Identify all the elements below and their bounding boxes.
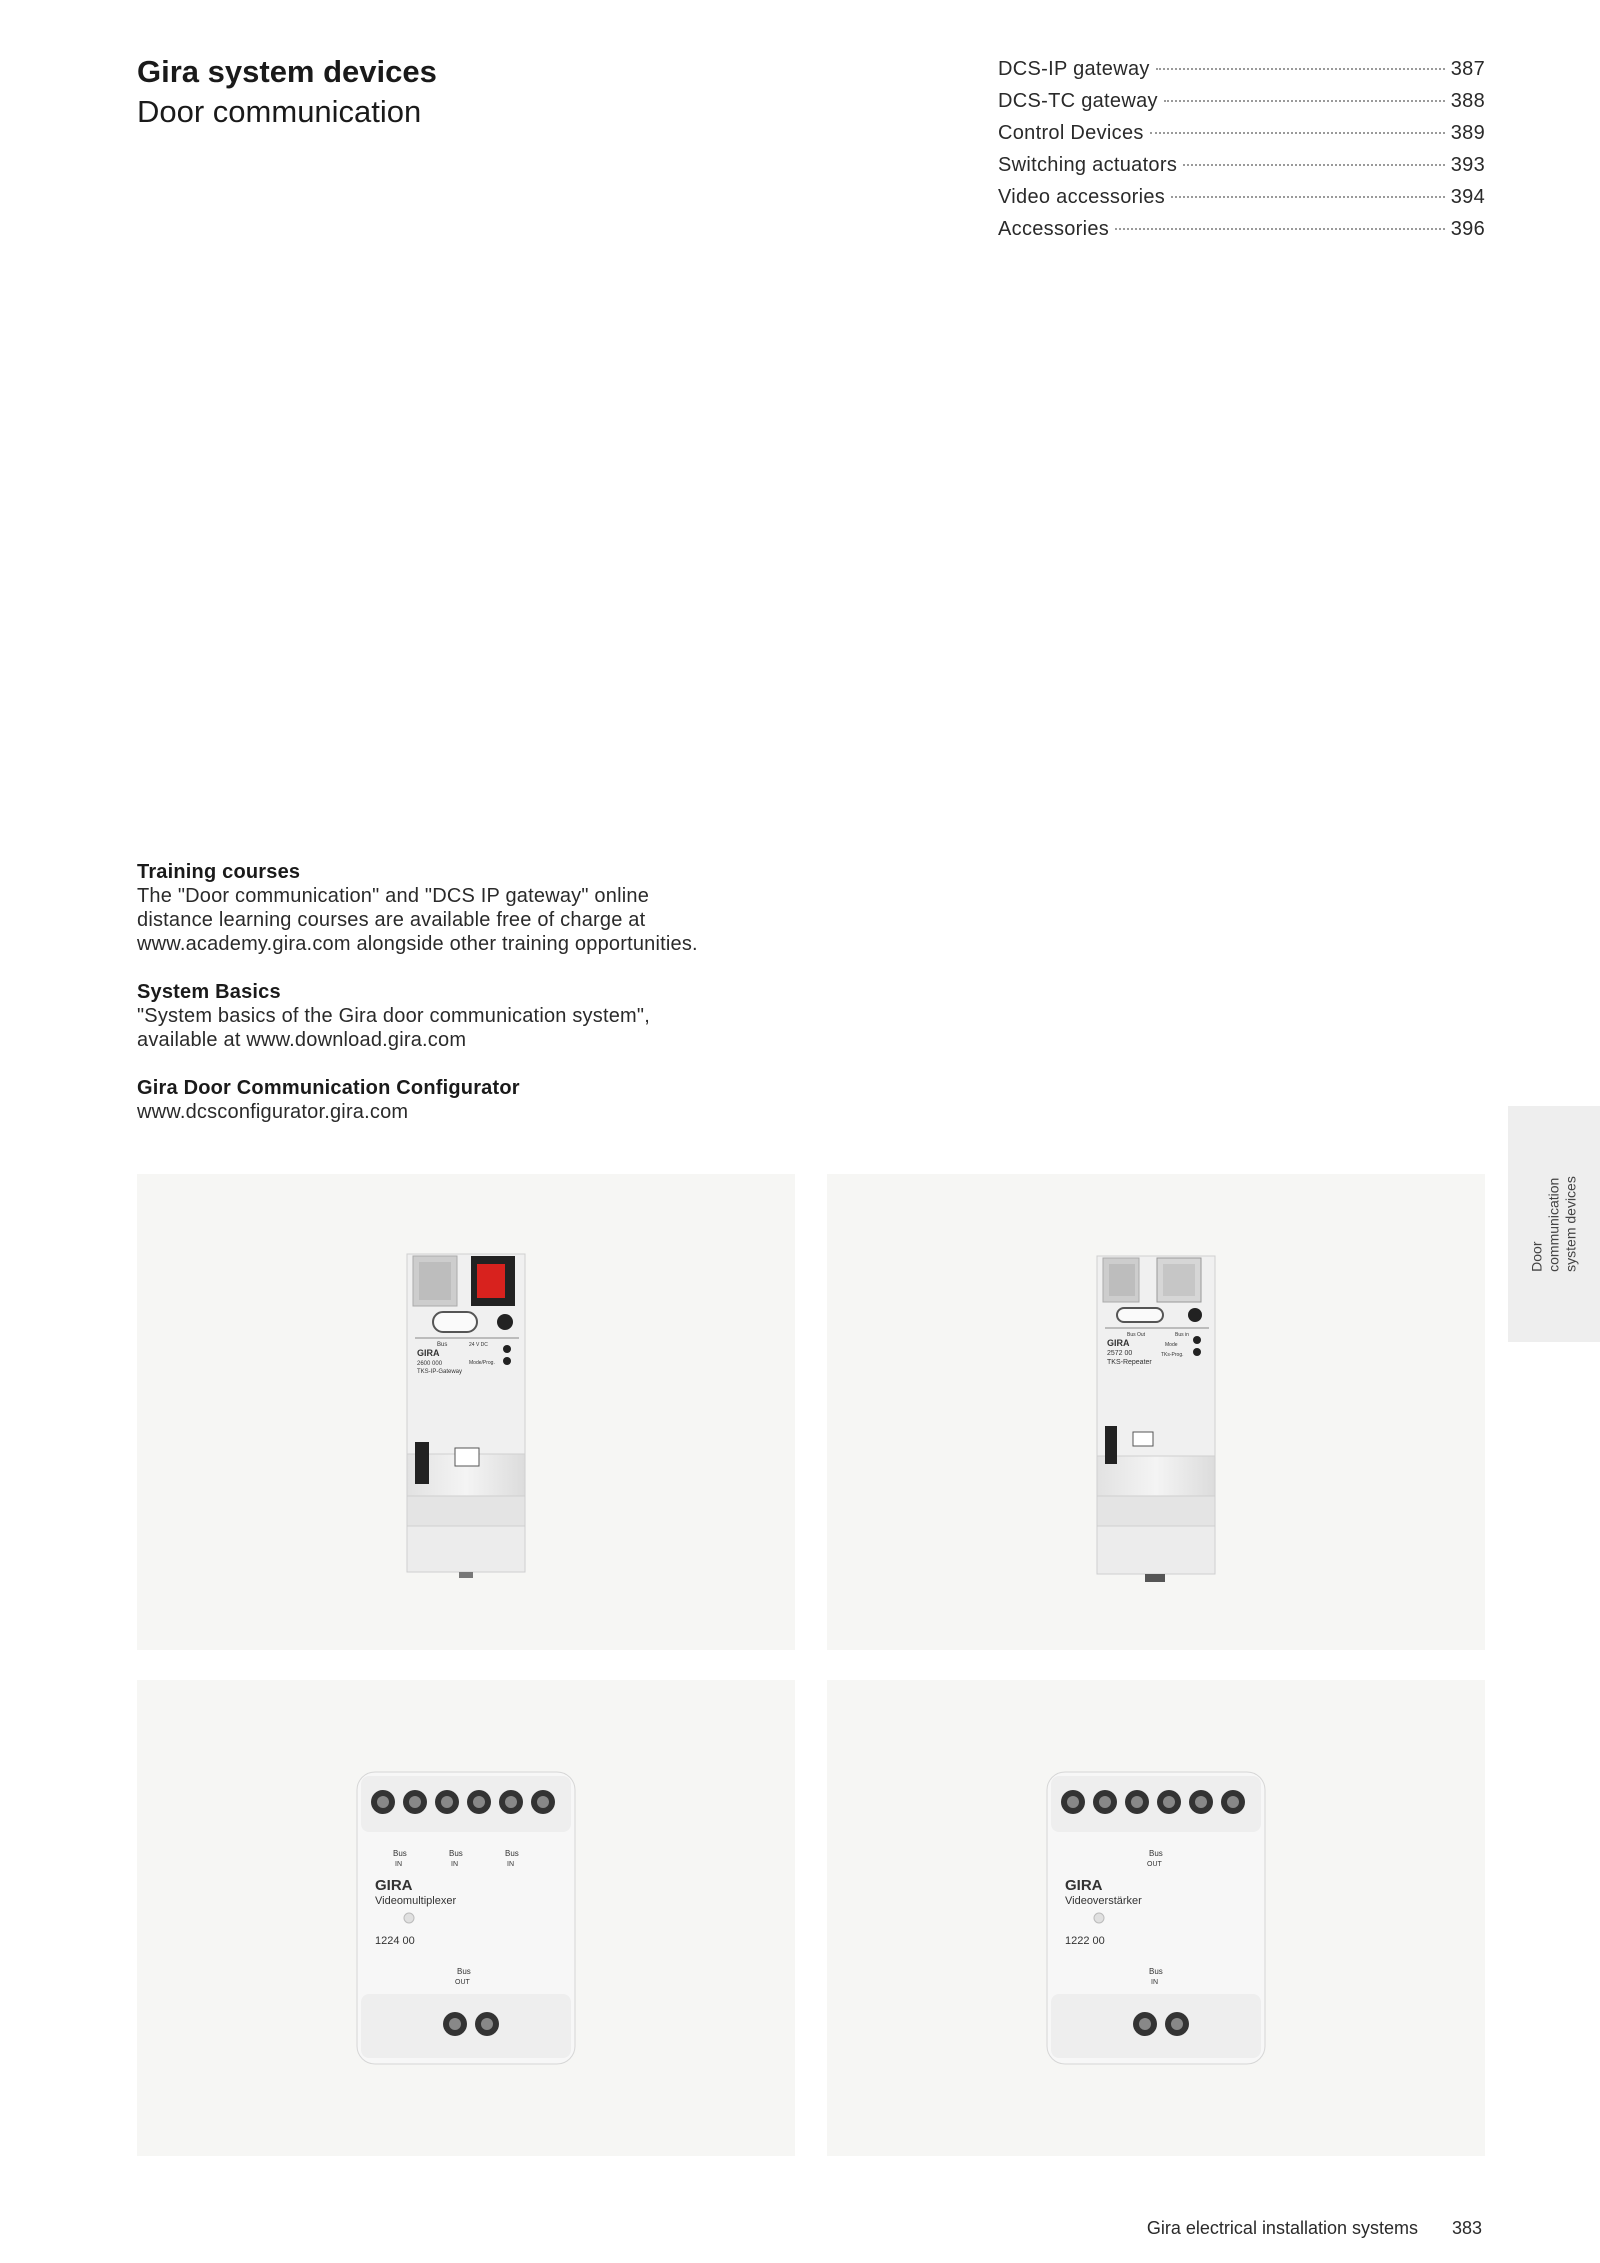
product-image-repeater bbox=[827, 1174, 1485, 1650]
toc-leader-dots bbox=[1164, 100, 1445, 102]
amp-in-label: IN bbox=[1151, 1979, 1158, 1986]
footer-text: Gira electrical installation systems bbox=[1146, 2218, 1418, 2238]
amp-brand-logo: GIRA bbox=[1065, 1877, 1103, 1894]
side-tab-line: communication bbox=[1545, 1177, 1562, 1272]
training-section bbox=[137, 860, 837, 956]
toc-item-label: Video accessories bbox=[998, 186, 1166, 208]
toc-item-label: DCS-IP gateway bbox=[998, 58, 1150, 80]
chapter-side-tab[interactable] bbox=[1508, 1106, 1600, 1342]
product-image-video-multiplexer bbox=[137, 1680, 795, 2156]
amp-article-number: 1222 00 bbox=[1065, 1935, 1105, 1947]
amp-bus-label-bottom: Bus bbox=[1149, 1967, 1163, 1976]
side-tab-line: system devices bbox=[1562, 1176, 1579, 1272]
gateway-article-number: 2600 000 bbox=[417, 1361, 443, 1367]
repeater-device-illustration bbox=[827, 1174, 1485, 1650]
toc-item-control-devices[interactable] bbox=[998, 122, 1485, 154]
mux-bus-label-1: Bus bbox=[393, 1849, 407, 1858]
repeater-device-name: TKS-Repeater bbox=[1107, 1359, 1152, 1366]
toc-leader-dots bbox=[1156, 68, 1445, 70]
training-text-line: distance learning courses are available free of charge at bbox=[137, 909, 646, 931]
system-basics-heading: System Basics bbox=[137, 981, 281, 1003]
toc-leader-dots bbox=[1150, 132, 1445, 134]
amp-bus-label-top: Bus bbox=[1149, 1849, 1163, 1858]
mux-bus-label-out: Bus bbox=[457, 1967, 471, 1976]
gateway-bus-label: Bus bbox=[437, 1342, 448, 1348]
training-heading: Training courses bbox=[137, 861, 301, 883]
toc-item-accessories[interactable] bbox=[998, 218, 1485, 250]
mux-out-label: OUT bbox=[455, 1979, 470, 1986]
toc-item-page: 388 bbox=[1450, 90, 1485, 112]
page-title: Gira system devices bbox=[137, 54, 437, 89]
product-image-ip-gateway bbox=[137, 1174, 795, 1650]
toc-item-dcs-ip-gateway[interactable] bbox=[998, 58, 1485, 90]
multiplexer-device-illustration bbox=[137, 1680, 795, 2156]
side-tab-line: Door bbox=[1528, 1241, 1545, 1272]
repeater-brand-logo: GIRA bbox=[1107, 1338, 1130, 1348]
ip-gateway-device-illustration bbox=[137, 1174, 795, 1650]
gateway-mode-label: Mode/Prog. bbox=[469, 1360, 495, 1366]
product-image-video-amplifier bbox=[827, 1680, 1485, 2156]
toc-item-label: DCS-TC gateway bbox=[998, 90, 1158, 112]
toc-item-label: Switching actuators bbox=[998, 154, 1178, 176]
toc-item-switching-actuators[interactable] bbox=[998, 154, 1485, 186]
page-header bbox=[137, 52, 437, 132]
repeater-prog-label: TKs-Prog. bbox=[1161, 1352, 1184, 1358]
table-of-contents bbox=[998, 58, 1485, 250]
system-basics-section bbox=[137, 980, 837, 1052]
toc-item-label: Accessories bbox=[998, 218, 1110, 240]
toc-item-page: 387 bbox=[1450, 58, 1485, 80]
info-block bbox=[137, 860, 837, 1148]
mux-bus-label-3: Bus bbox=[505, 1849, 519, 1858]
system-basics-text-line: available at www.download.gira.com bbox=[137, 1029, 467, 1051]
mux-in-label-1: IN bbox=[395, 1861, 402, 1868]
amplifier-device-illustration bbox=[827, 1680, 1485, 2156]
mux-article-number: 1224 00 bbox=[375, 1935, 415, 1947]
toc-item-page: 393 bbox=[1450, 154, 1485, 176]
toc-item-video-accessories[interactable] bbox=[998, 186, 1485, 218]
gateway-device-name: TKS-IP-Gateway bbox=[417, 1369, 463, 1375]
side-tab-label bbox=[1529, 1176, 1580, 1272]
toc-leader-dots bbox=[1171, 196, 1445, 198]
mux-bus-label-2: Bus bbox=[449, 1849, 463, 1858]
toc-leader-dots bbox=[1115, 228, 1445, 230]
training-text-line: www.academy.gira.com alongside other training opportunities. bbox=[137, 933, 698, 955]
toc-item-dcs-tc-gateway[interactable] bbox=[998, 90, 1485, 122]
amp-out-label: OUT bbox=[1147, 1861, 1162, 1868]
gateway-voltage-label: 24 V DC bbox=[469, 1342, 488, 1348]
configurator-section bbox=[137, 1076, 837, 1124]
training-text-line: The "Door communication" and "DCS IP gateway" online bbox=[137, 885, 650, 907]
amp-device-name: Videoverstärker bbox=[1065, 1895, 1142, 1907]
repeater-article-number: 2572 00 bbox=[1107, 1350, 1133, 1357]
configurator-heading: Gira Door Communication Configurator bbox=[137, 1077, 520, 1099]
repeater-bus-in-label: Bus in bbox=[1175, 1332, 1189, 1338]
mux-device-name: Videomultiplexer bbox=[375, 1895, 457, 1907]
toc-leader-dots bbox=[1183, 164, 1445, 166]
page-number: 383 bbox=[1452, 2218, 1483, 2238]
toc-item-page: 389 bbox=[1450, 122, 1485, 144]
repeater-bus-out-label: Bus Out bbox=[1127, 1332, 1146, 1338]
toc-item-page: 396 bbox=[1450, 218, 1485, 240]
gateway-brand-logo: GIRA bbox=[417, 1348, 440, 1358]
mux-in-label-2: IN bbox=[451, 1861, 458, 1868]
toc-item-label: Control Devices bbox=[998, 122, 1144, 144]
repeater-mode-label: Mode bbox=[1165, 1342, 1178, 1348]
toc-item-page: 394 bbox=[1450, 186, 1485, 208]
system-basics-text-line: "System basics of the Gira door communication system", bbox=[137, 1005, 650, 1027]
mux-in-label-3: IN bbox=[507, 1861, 514, 1868]
configurator-link[interactable]: www.dcsconfigurator.gira.com bbox=[137, 1101, 409, 1123]
mux-brand-logo: GIRA bbox=[375, 1877, 413, 1894]
page-subtitle: Door communication bbox=[137, 94, 422, 129]
